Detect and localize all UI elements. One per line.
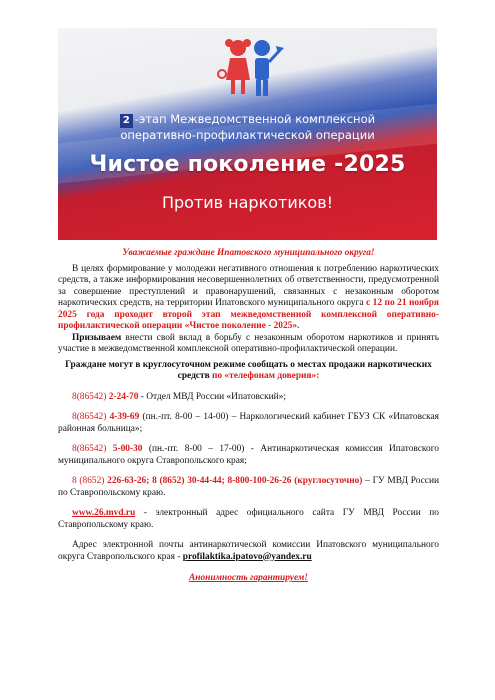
phone-code-2: 8(86542) [72,412,110,422]
hotline-text: Граждане могут в круглосуточном режиме сообщать о местах продажи наркотических средств [65,359,432,381]
site-desc: - электронный адрес официального сайта ГУ МВД России по Ставропольскому краю. [58,508,439,530]
campaign-subtitle: Против наркотиков! [161,193,334,212]
phone-code-3: 8(86542) [72,444,113,454]
phone-desc-2: (пн.-пт. 8-00 – 14-00) – Наркологический кабинет ГБУЗ СК «Ипатовская районная больница»; [58,412,439,434]
document-body [58,248,439,585]
site-entry [58,508,439,531]
anonymity-note: Анонимность гарантируем! [189,573,308,583]
phone-desc-1: - Отдел МВД России «Ипатовский»; [138,391,286,402]
stage-number: 2 [120,114,133,128]
phone-number-2: 4-39-69 [109,412,140,422]
email-text: Адрес электронной почты антинаркотической комиссии Ипатовского муниципального округа Ставропольского края - [58,540,439,562]
phone-number-3: 5-00-30 [112,444,143,454]
stage-line-2: оперативно-профилактической операции [120,128,375,142]
appeal-lead: Призываем [72,332,122,343]
appeal-paragraph [58,333,439,356]
campaign-title: Чистое поколение -2025 [89,152,406,177]
email-link[interactable]: profilaktika.ipatovo@yandex.ru [182,551,312,562]
intro-text: В целях формирование у молодежи негативного отношения к потреблению наркотических средств, а также информирования несовершеннолетних об ответственности, предусмотренной за совершение преступлений и правонарушений, связанных с незаконным оборотом наркотических средств, на территории Ипатовского муниципального округа [58,263,439,308]
intro-paragraph [58,264,439,333]
phone-desc-4: – ГУ МВД России по Ставропольскому краю. [58,476,439,498]
phone-entry-4 [58,476,439,499]
intro-highlight: с 12 по 21 ноября 2025 года проходит второй этап межведомственной комплексной оперативно-профилактической операции «Чистое поколение - 2025». [58,298,439,331]
mvd-site-link[interactable]: www.26.mvd.ru [72,508,136,518]
campaign-banner [58,28,437,240]
hotline-notice [58,360,439,383]
phone-code-4: 8 (8652) [72,476,108,486]
phone-number-4: 226-63-26; 8 (8652) 30-44-44; 8-800-100-26-26 (круглосуточно) [107,476,363,486]
phone-entry-1 [58,392,439,404]
stage-text-1: -этап Межведомственной комплексной [134,112,376,126]
phone-code-1: 8(86542) [72,391,109,402]
appeal-text: внести свой вклад в борьбу с незаконным оборотом наркотиков и принять участие в межведомственной комплексной оперативно-профилактической операции. [58,332,439,354]
children-logo-icon [216,34,286,104]
hotline-highlight: по «телефонам доверия»: [211,371,320,381]
phone-entry-2 [58,412,439,435]
greeting: Уважаемые граждане Ипатовского муниципального округа! [122,248,375,258]
stage-line-1 [58,112,437,128]
phone-number-1: 2-24-70 [108,391,139,402]
phone-entry-3 [58,444,439,467]
phone-desc-3: (пн.-пт. 8-00 – 17-00) - Антинаркотическая комиссия Ипатовского муниципального округа Ставропольского края; [58,444,439,466]
email-entry [58,540,439,563]
